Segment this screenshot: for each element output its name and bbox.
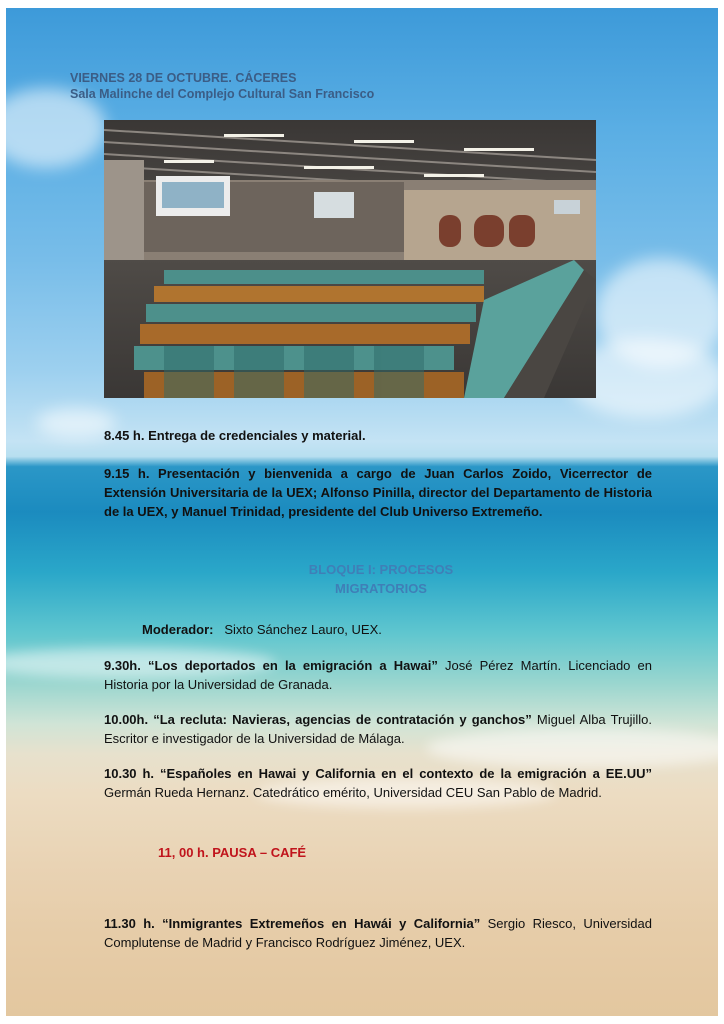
talk-espanoles [104,764,652,802]
event-date: VIERNES 28 DE OCTUBRE. CÁCERES [70,71,297,85]
event-venue: Sala Malinche del Complejo Cultural San Francisco [70,87,375,101]
talk-espanoles-speaker: Germán Rueda Hernanz. Catedrático emérito, Universidad CEU San Pablo de Madrid. [104,785,602,800]
moderator-line [142,620,690,639]
talk-recluta-title: 10.00h. “La recluta: Navieras, agencias de contratación y ganchos” [104,712,532,727]
talk-deportados-speaker: José Pérez Martín. Licenciado en Historia por la Universidad de Granada. [104,658,652,692]
block-title-line2: MIGRATORIOS [335,581,427,596]
moderator-name: Sixto Sánchez Lauro, UEX. [224,622,382,637]
talk-inmigrantes-title: 11.30 h. “Inmigrantes Extremeños en Hawái y California” [104,916,481,931]
auditorium-photo [104,120,596,398]
auditorium-illustration [104,120,596,398]
block-title-line1: BLOQUE I: PROCESOS [308,562,454,577]
talk-recluta-speaker: Miguel Alba Trujillo. Escritor e investigador de la Universidad de Málaga. [104,712,652,746]
moderator-label: Moderador: [142,622,214,637]
item-credentials: 8.45 h. Entrega de credenciales y material. [104,428,366,443]
event-header [70,70,374,102]
talk-inmigrantes [104,914,652,952]
block-title [104,560,658,598]
item-welcome: 9.15 h. Presentación y bienvenida a cargo de Juan Carlos Zoido, Vicerrector de Extensión Universitaria de la UEX; Alfonso Pinilla, director del Departamento de Historia de la UEX, y Manuel Trinidad, presidente del Club Universo Extremeño. [104,466,652,519]
talk-espanoles-title: 10.30 h. “Españoles en Hawai y California en el contexto de la emigración a EE.UU” [104,766,652,781]
talk-recluta [104,710,652,748]
talk-deportados-title: 9.30h. “Los deportados en la emigración a Hawai” [104,658,438,673]
talk-inmigrantes-speaker: Sergio Riesco, Universidad Complutense de Madrid y Francisco Rodríguez Jiménez, UEX. [104,916,652,950]
talk-deportados [104,656,652,694]
coffee-break: 11, 00 h. PAUSA – CAFÉ [158,845,307,860]
